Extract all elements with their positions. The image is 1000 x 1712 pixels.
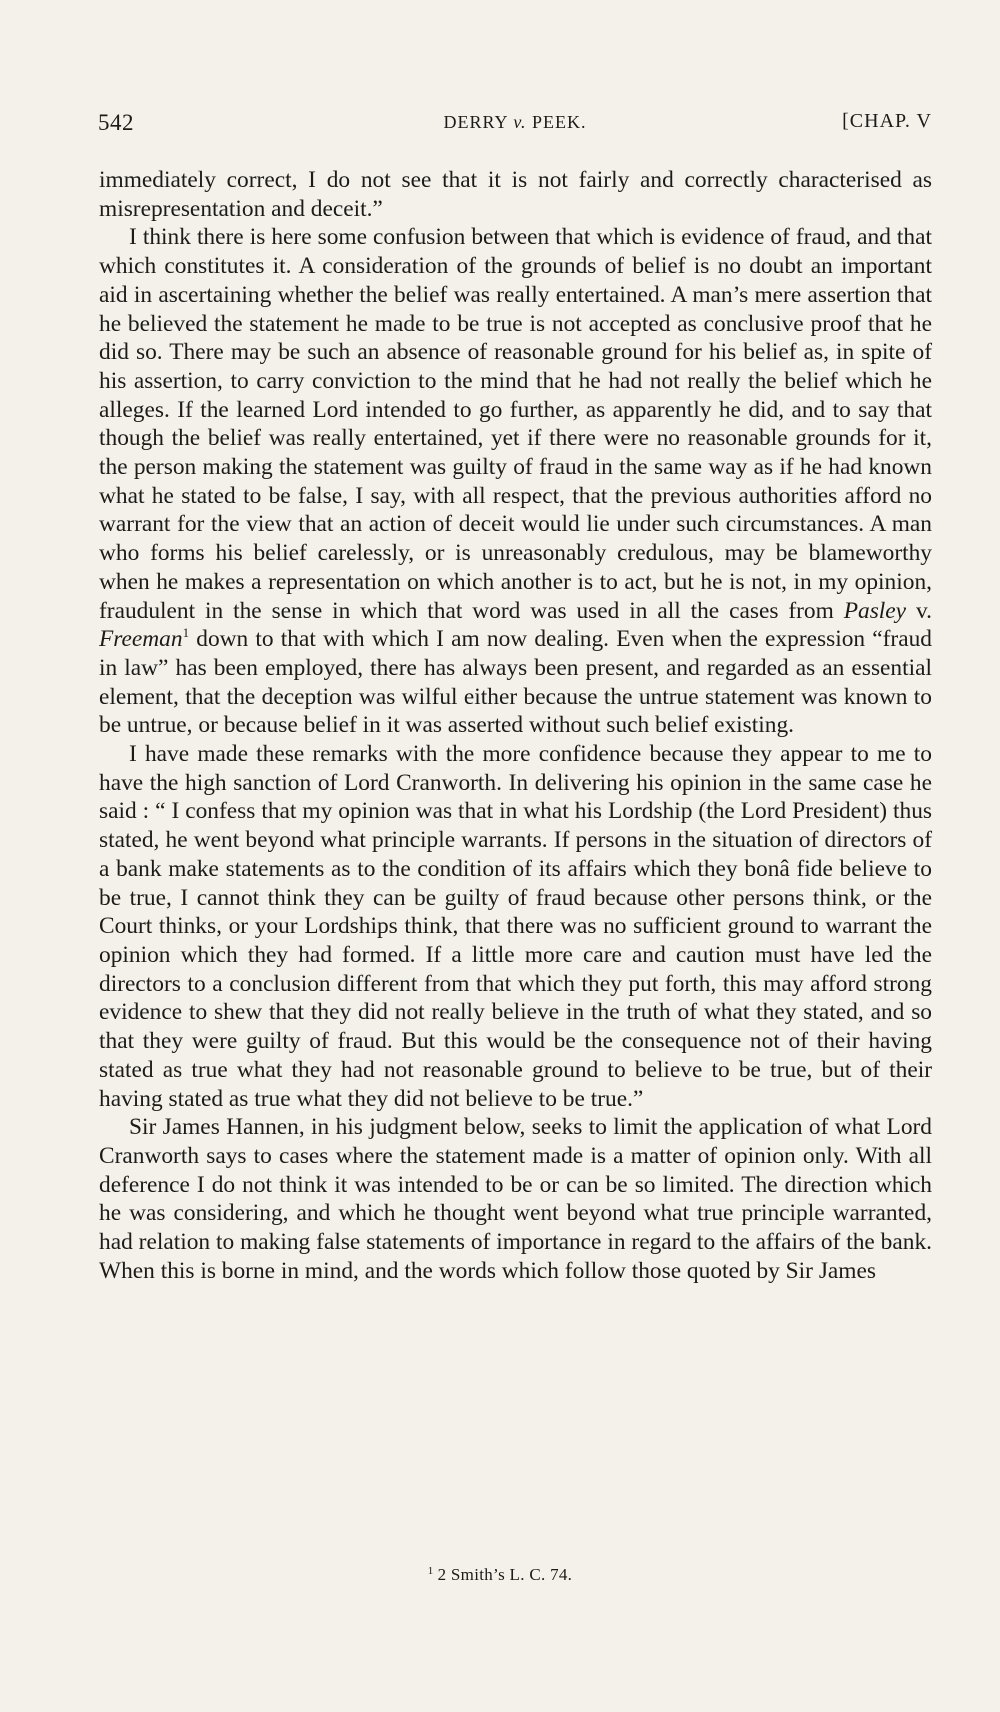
- footnote-reference: 1: [182, 625, 190, 641]
- running-head: [98, 110, 932, 140]
- chapter-label: [CHAP. V: [842, 110, 932, 132]
- footnote: [0, 1565, 1000, 1585]
- case-title: [98, 112, 932, 133]
- case-title-left: DERRY: [443, 112, 508, 132]
- case-name-pasley: Pasley: [843, 597, 907, 624]
- case-title-vs: v.: [513, 112, 527, 132]
- paragraph-2-text: I think there is here some confusion between that which is evidence of fraud, and that which constitutes it. A consideration of the grounds of belief is no doubt an important aid in ascertaining whether the belief was really entertained. A man’s mere assertion that he believed the statement he made to be true is not accepted as conclusive proof that he did so. There may be such an absence of reasonable ground for his belief as, in spite of his assertion, to carry conviction to the mind that he had not really the belief which he alleges. If the learned Lord intended to go further, as apparently he did, and to say that though the belief was really entertained, yet if there were no reasonable grounds for it, the person making the statement was guilty of fraud in the same way as if he had known what he stated to be false, I say, with all respect, that the previous authorities afford no warrant for the view that an action of deceit would lie under such circumstances. A man who forms his belief carelessly, or is unreasonably credulous, may be blameworthy when he makes a representation on which another is to act, but he is not, in my opinion, fraudulent in the sense in which that word was used in all the cases from: [99, 224, 932, 624]
- paragraph-3: I have made these remarks with the more confidence because they appear to me to have the high sanction of Lord Cranworth. In delivering his opinion in the same case he said : “ I confess that my opinion was that in what his Lordship (the Lord President) thus stated, he went beyond what principle warrants. If persons in the situation of directors of a bank make statements as to the condition of its affairs which they bonâ fide believe to be true, I cannot think they can be guilty of fraud because other persons think, or the Court thinks, or your Lordships think, that there was no sufficient ground to warrant the opinion which they had formed. If a little more care and caution must have led the directors to a conclusion different from that which they put forth, this may afford strong evidence to shew that they did not really believe in the truth of what they stated, and so that they were guilty of fraud. But this would be the consequence not of their having stated as true what they had not reasonable ground to believe to be true, but of their having stated as true what they did not believe to be true.”: [99, 741, 932, 1112]
- paragraph-2: [99, 223, 932, 740]
- footnote-text: 2 Smith’s L. C. 74.: [437, 1565, 573, 1584]
- case-title-right: PEEK.: [532, 112, 587, 132]
- paragraph-2-end: down to that with which I am now dealing. Even when the expression “fraud in law” has been employed, there has always been present, and regarded as an essential element, that the deception was wilful either because the untrue statement was known to be untrue, or because belief in it was asserted without such belief existing.: [99, 626, 932, 739]
- page-number: 542: [98, 110, 134, 135]
- main-text: [99, 166, 932, 1285]
- paragraph-1: immediately correct, I do not see that it is not fairly and correctly characterised as misrepresentation and deceit.”: [99, 167, 932, 222]
- case-name-freeman: Freeman: [99, 626, 183, 653]
- paragraph-4: Sir James Hannen, in his judgment below, seeks to limit the application of what Lord Cranworth says to cases where the statement made is a matter of opinion only. With all deference I do not think it was intended to be or can be so limited. The direction which he was considering, and which he thought went beyond what true principle warranted, had relation to making false statements of importance in regard to the affairs of the bank. When this is borne in mind, and the words which follow those quoted by Sir James: [99, 1114, 932, 1284]
- footnote-marker: 1: [427, 1565, 434, 1577]
- case-versus: v.: [906, 597, 932, 624]
